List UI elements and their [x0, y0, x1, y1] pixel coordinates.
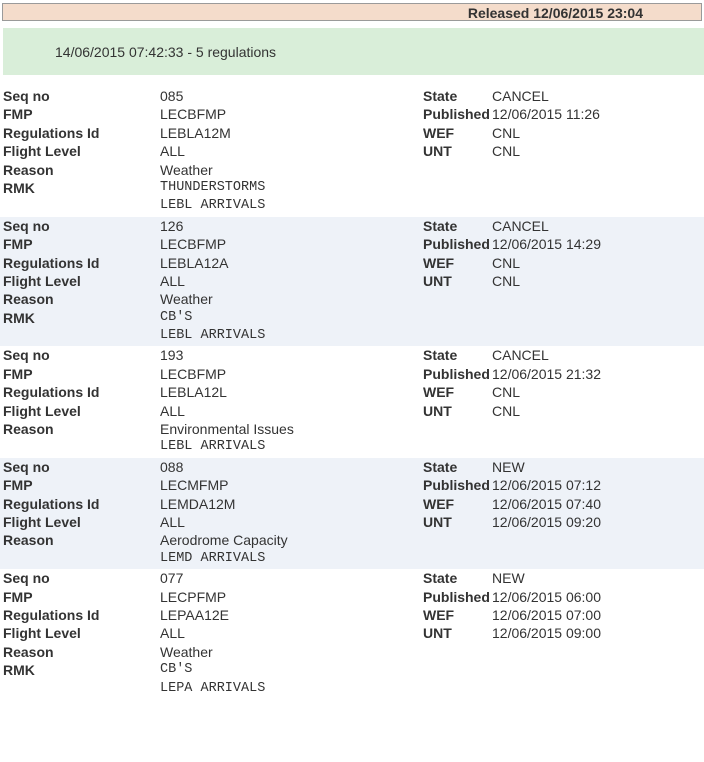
- published-value: 12/06/2015 14:29: [492, 236, 601, 253]
- wef-label: WEF: [423, 606, 455, 623]
- wef-value: 12/06/2015 07:40: [492, 495, 601, 512]
- summary-text: 14/06/2015 07:42:33 - 5 regulations: [55, 44, 277, 60]
- state-label: State: [423, 347, 458, 364]
- wef-label: WEF: [423, 384, 455, 401]
- wef-label: WEF: [423, 124, 455, 141]
- regulations-id-label: Regulations Id: [3, 606, 100, 623]
- unt-value: 12/06/2015 09:20: [492, 513, 601, 530]
- summary-box: [3, 28, 704, 75]
- reason-value: Environmental Issues: [160, 421, 294, 438]
- unt-value: 12/06/2015 09:00: [492, 625, 601, 642]
- fmp-value: LECBFMP: [160, 236, 227, 253]
- fmp-value: LECBFMP: [160, 365, 227, 382]
- seq-no-label: Seq no: [3, 347, 50, 364]
- regulation-record: [0, 458, 704, 569]
- unt-label: UNT: [423, 402, 452, 419]
- record-row: [0, 142, 704, 160]
- remark-row: [0, 327, 704, 345]
- record-row: [0, 105, 704, 123]
- fmp-label: FMP: [3, 588, 33, 605]
- regulations-id-label: Regulations Id: [3, 254, 100, 271]
- fmp-label: FMP: [3, 477, 33, 494]
- reason-value: Weather: [160, 161, 213, 178]
- record-row: [0, 124, 704, 142]
- flight-level-label: Flight Level: [3, 272, 81, 289]
- record-row: [0, 365, 704, 383]
- fmp-value: LECMFMP: [160, 477, 229, 494]
- state-label: State: [423, 88, 458, 104]
- published-label: Published: [423, 236, 490, 253]
- regulations-id-value: LEPAA12E: [160, 606, 230, 623]
- regulation-record: [0, 569, 704, 699]
- state-value: NEW: [492, 458, 525, 475]
- wef-label: WEF: [423, 254, 455, 271]
- unt-label: UNT: [423, 143, 452, 160]
- reason-label: Reason: [3, 643, 54, 660]
- wef-value: CNL: [492, 254, 521, 271]
- record-row: [0, 476, 704, 494]
- remark-row: [0, 438, 704, 456]
- remark-row: [0, 197, 704, 215]
- regulations-id-label: Regulations Id: [3, 384, 100, 401]
- flight-level-label: Flight Level: [3, 513, 81, 530]
- published-value: 12/06/2015 21:32: [492, 365, 601, 382]
- flight-level-label: Flight Level: [3, 143, 81, 160]
- remark-text: LEMD ARRIVALS: [160, 550, 266, 566]
- seq-no-label: Seq no: [3, 217, 50, 234]
- unt-value: CNL: [492, 143, 521, 160]
- reason-label: Reason: [3, 161, 54, 178]
- published-label: Published: [423, 106, 490, 123]
- state-value: CANCEL: [492, 88, 549, 104]
- unt-value: CNL: [492, 402, 521, 419]
- seq-no-value: 085: [160, 88, 184, 104]
- record-row: [0, 513, 704, 531]
- record-row: [0, 531, 704, 549]
- published-value: 12/06/2015 07:12: [492, 477, 601, 494]
- seq-no-value: 088: [160, 458, 184, 475]
- published-label: Published: [423, 588, 490, 605]
- published-label: Published: [423, 365, 490, 382]
- record-row: [0, 569, 704, 587]
- release-bar: [2, 3, 702, 21]
- published-value: 12/06/2015 11:26: [492, 106, 600, 123]
- wef-value: 12/06/2015 07:00: [492, 606, 601, 623]
- record-row: [0, 458, 704, 476]
- regulation-list: [0, 87, 704, 699]
- remark-text: LEBL ARRIVALS: [160, 198, 266, 214]
- wef-value: CNL: [492, 124, 521, 141]
- state-label: State: [423, 570, 458, 587]
- rmk-label: RMK: [3, 662, 35, 679]
- reason-value: Aerodrome Capacity: [160, 532, 288, 549]
- regulations-id-value: LEBLA12M: [160, 124, 231, 141]
- unt-label: UNT: [423, 513, 452, 530]
- unt-value: CNL: [492, 272, 521, 289]
- published-label: Published: [423, 477, 490, 494]
- record-row: [0, 420, 704, 438]
- flight-level-value: ALL: [160, 143, 185, 160]
- record-row: [0, 309, 704, 327]
- fmp-value: LECBFMP: [160, 106, 227, 123]
- remark-text: LEPA ARRIVALS: [160, 680, 266, 696]
- reason-label: Reason: [3, 291, 54, 308]
- regulations-id-label: Regulations Id: [3, 124, 100, 141]
- seq-no-label: Seq no: [3, 88, 50, 104]
- regulation-record: [0, 87, 704, 217]
- remark-row: [0, 680, 704, 698]
- record-row: [0, 383, 704, 401]
- flight-level-label: Flight Level: [3, 402, 81, 419]
- regulation-record: [0, 346, 704, 457]
- seq-no-label: Seq no: [3, 570, 50, 587]
- reason-label: Reason: [3, 532, 54, 549]
- state-label: State: [423, 458, 458, 475]
- rmk-value: CB'S: [160, 662, 193, 678]
- flight-level-label: Flight Level: [3, 625, 81, 642]
- state-value: NEW: [492, 570, 525, 587]
- fmp-value: LECPFMP: [160, 588, 227, 605]
- remark-text: LEBL ARRIVALS: [160, 439, 266, 455]
- record-row: [0, 272, 704, 290]
- regulation-record: [0, 217, 704, 347]
- record-row: [0, 290, 704, 308]
- remark-row: [0, 550, 704, 568]
- record-row: [0, 179, 704, 197]
- record-row: [0, 217, 704, 235]
- reason-value: Weather: [160, 643, 213, 660]
- rmk-label: RMK: [3, 309, 35, 326]
- rmk-value: CB'S: [160, 309, 193, 325]
- record-row: [0, 254, 704, 272]
- remark-text: LEBL ARRIVALS: [160, 328, 266, 344]
- state-label: State: [423, 217, 458, 234]
- reason-value: Weather: [160, 291, 213, 308]
- record-row: [0, 402, 704, 420]
- record-row: [0, 161, 704, 179]
- record-row: [0, 235, 704, 253]
- record-row: [0, 87, 704, 105]
- wef-label: WEF: [423, 495, 455, 512]
- seq-no-value: 126: [160, 217, 184, 234]
- record-row: [0, 624, 704, 642]
- reason-label: Reason: [3, 421, 54, 438]
- fmp-label: FMP: [3, 365, 33, 382]
- rmk-label: RMK: [3, 179, 35, 196]
- rmk-value: THUNDERSTORMS: [160, 179, 266, 195]
- state-value: CANCEL: [492, 347, 549, 364]
- record-row: [0, 661, 704, 679]
- record-row: [0, 643, 704, 661]
- state-value: CANCEL: [492, 217, 549, 234]
- regulations-id-value: LEBLA12L: [160, 384, 227, 401]
- record-row: [0, 588, 704, 606]
- flight-level-value: ALL: [160, 625, 185, 642]
- regulations-id-value: LEBLA12A: [160, 254, 229, 271]
- regulations-id-value: LEMDA12M: [160, 495, 236, 512]
- unt-label: UNT: [423, 625, 452, 642]
- regulations-id-label: Regulations Id: [3, 495, 100, 512]
- record-row: [0, 606, 704, 624]
- flight-level-value: ALL: [160, 272, 185, 289]
- fmp-label: FMP: [3, 236, 33, 253]
- wef-value: CNL: [492, 384, 521, 401]
- unt-label: UNT: [423, 272, 452, 289]
- flight-level-value: ALL: [160, 513, 185, 530]
- seq-no-value: 193: [160, 347, 184, 364]
- fmp-label: FMP: [3, 106, 33, 123]
- record-row: [0, 495, 704, 513]
- seq-no-value: 077: [160, 570, 184, 587]
- flight-level-value: ALL: [160, 402, 185, 419]
- seq-no-label: Seq no: [3, 458, 50, 475]
- published-value: 12/06/2015 06:00: [492, 588, 601, 605]
- record-row: [0, 346, 704, 364]
- release-timestamp: Released 12/06/2015 23:04: [467, 5, 643, 21]
